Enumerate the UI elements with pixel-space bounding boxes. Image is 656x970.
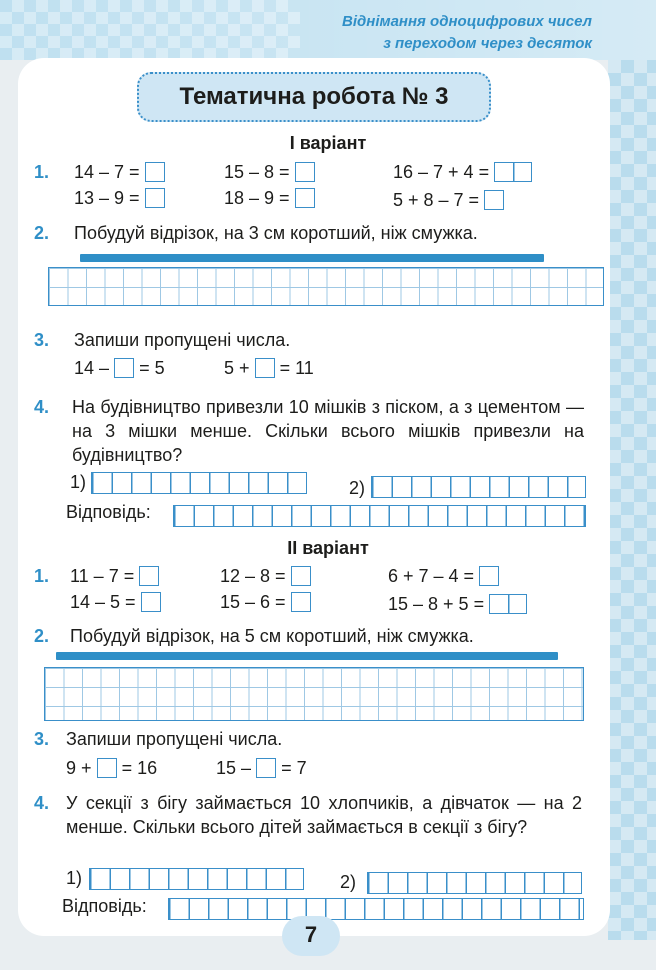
step-1-cells[interactable]	[91, 472, 307, 494]
task-3-number: 3.	[34, 330, 50, 350]
example: 14 – 7 =	[74, 162, 165, 183]
missing-number-equation: 14 – = 5	[74, 358, 165, 378]
step-2-label: 2)	[349, 478, 366, 498]
task-4-number: 4.	[34, 793, 50, 813]
answer-box[interactable]	[139, 566, 159, 586]
answer-box[interactable]	[255, 358, 275, 378]
variant-1-heading: І варіант	[289, 133, 367, 153]
step-1-cells[interactable]	[89, 868, 304, 890]
answer-cells[interactable]	[168, 898, 584, 920]
step-2-cells[interactable]	[371, 476, 586, 498]
answer-box[interactable]	[145, 162, 165, 182]
example: 6 + 7 – 4 =	[388, 566, 499, 587]
section-title-line1: Віднімання одноцифрових чисел	[341, 13, 592, 30]
answer-label: Відповідь:	[62, 896, 147, 916]
answer-box[interactable]	[256, 758, 276, 778]
step-1-label: 1)	[70, 472, 87, 492]
task-1-number: 1.	[34, 566, 50, 586]
answer-box[interactable]	[141, 592, 161, 612]
section-title-line2: з переходом через десяток	[383, 35, 592, 52]
task-3-text: Запиши пропущені числа.	[66, 729, 283, 749]
example: 16 – 7 + 4 =	[393, 162, 532, 183]
reference-strip	[80, 254, 544, 262]
reference-strip	[56, 652, 558, 660]
answer-box[interactable]	[97, 758, 117, 778]
task-3-number: 3.	[34, 729, 50, 749]
variant-2-heading: ІІ варіант	[287, 538, 369, 558]
example: 14 – 5 =	[70, 592, 161, 613]
answer-box[interactable]	[295, 162, 315, 182]
page-number: 7	[304, 922, 318, 947]
example: 13 – 9 =	[74, 188, 165, 209]
task-2-text: Побудуй відрізок, на 5 см коротший, ніж смужка.	[70, 626, 474, 646]
answer-label: Відповідь:	[66, 502, 151, 522]
task-4-number: 4.	[34, 397, 50, 417]
answer-box[interactable]	[145, 188, 165, 208]
header-pattern	[0, 0, 300, 60]
answer-box[interactable]	[114, 358, 134, 378]
task-2-text: Побудуй відрізок, на 3 см коротший, ніж смужка.	[74, 223, 478, 243]
worksheet-title: Тематична робота № 3	[137, 72, 491, 122]
task-2-number: 2.	[34, 626, 50, 646]
example: 15 – 8 + 5 =	[388, 594, 527, 615]
missing-number-equation: 5 + = 11	[224, 358, 314, 378]
example: 5 + 8 – 7 =	[393, 190, 504, 211]
answer-box[interactable]	[484, 190, 504, 210]
example: 15 – 6 =	[220, 592, 311, 613]
answer-box[interactable]	[295, 188, 315, 208]
step-1-label: 1)	[66, 868, 83, 888]
example: 12 – 8 =	[220, 566, 311, 587]
task-2-number: 2.	[34, 223, 50, 243]
side-pattern	[608, 60, 656, 940]
task-4-text: На будівництво привезли 10 мішків з піском, а з цементом — на 3 мішки менше. Скільки всього мішків привезли на будівництво?	[72, 397, 584, 465]
example: 18 – 9 =	[224, 188, 315, 209]
example: 11 – 7 =	[70, 566, 159, 587]
answer-box[interactable]	[291, 566, 311, 586]
step-2-cells[interactable]	[367, 872, 582, 894]
example: 15 – 8 =	[224, 162, 315, 183]
answer-box[interactable]	[291, 592, 311, 612]
missing-number-equation: 15 – = 7	[216, 758, 307, 778]
answer-box[interactable]	[489, 594, 527, 614]
answer-cells[interactable]	[173, 505, 586, 527]
answer-box[interactable]	[479, 566, 499, 586]
step-2-label: 2)	[340, 872, 357, 892]
answer-box[interactable]	[494, 162, 532, 182]
task-4-text: У секції з бігу займається 10 хлопчиків, а дівчаток — на 2 менше. Скільки всього дітей займається в секції з бігу?	[66, 793, 582, 837]
task-3-text: Запиши пропущені числа.	[74, 330, 291, 350]
task-1-number: 1.	[34, 162, 50, 182]
drawing-grid[interactable]	[48, 267, 604, 306]
missing-number-equation: 9 + = 16	[66, 758, 158, 778]
drawing-grid[interactable]	[44, 667, 584, 721]
